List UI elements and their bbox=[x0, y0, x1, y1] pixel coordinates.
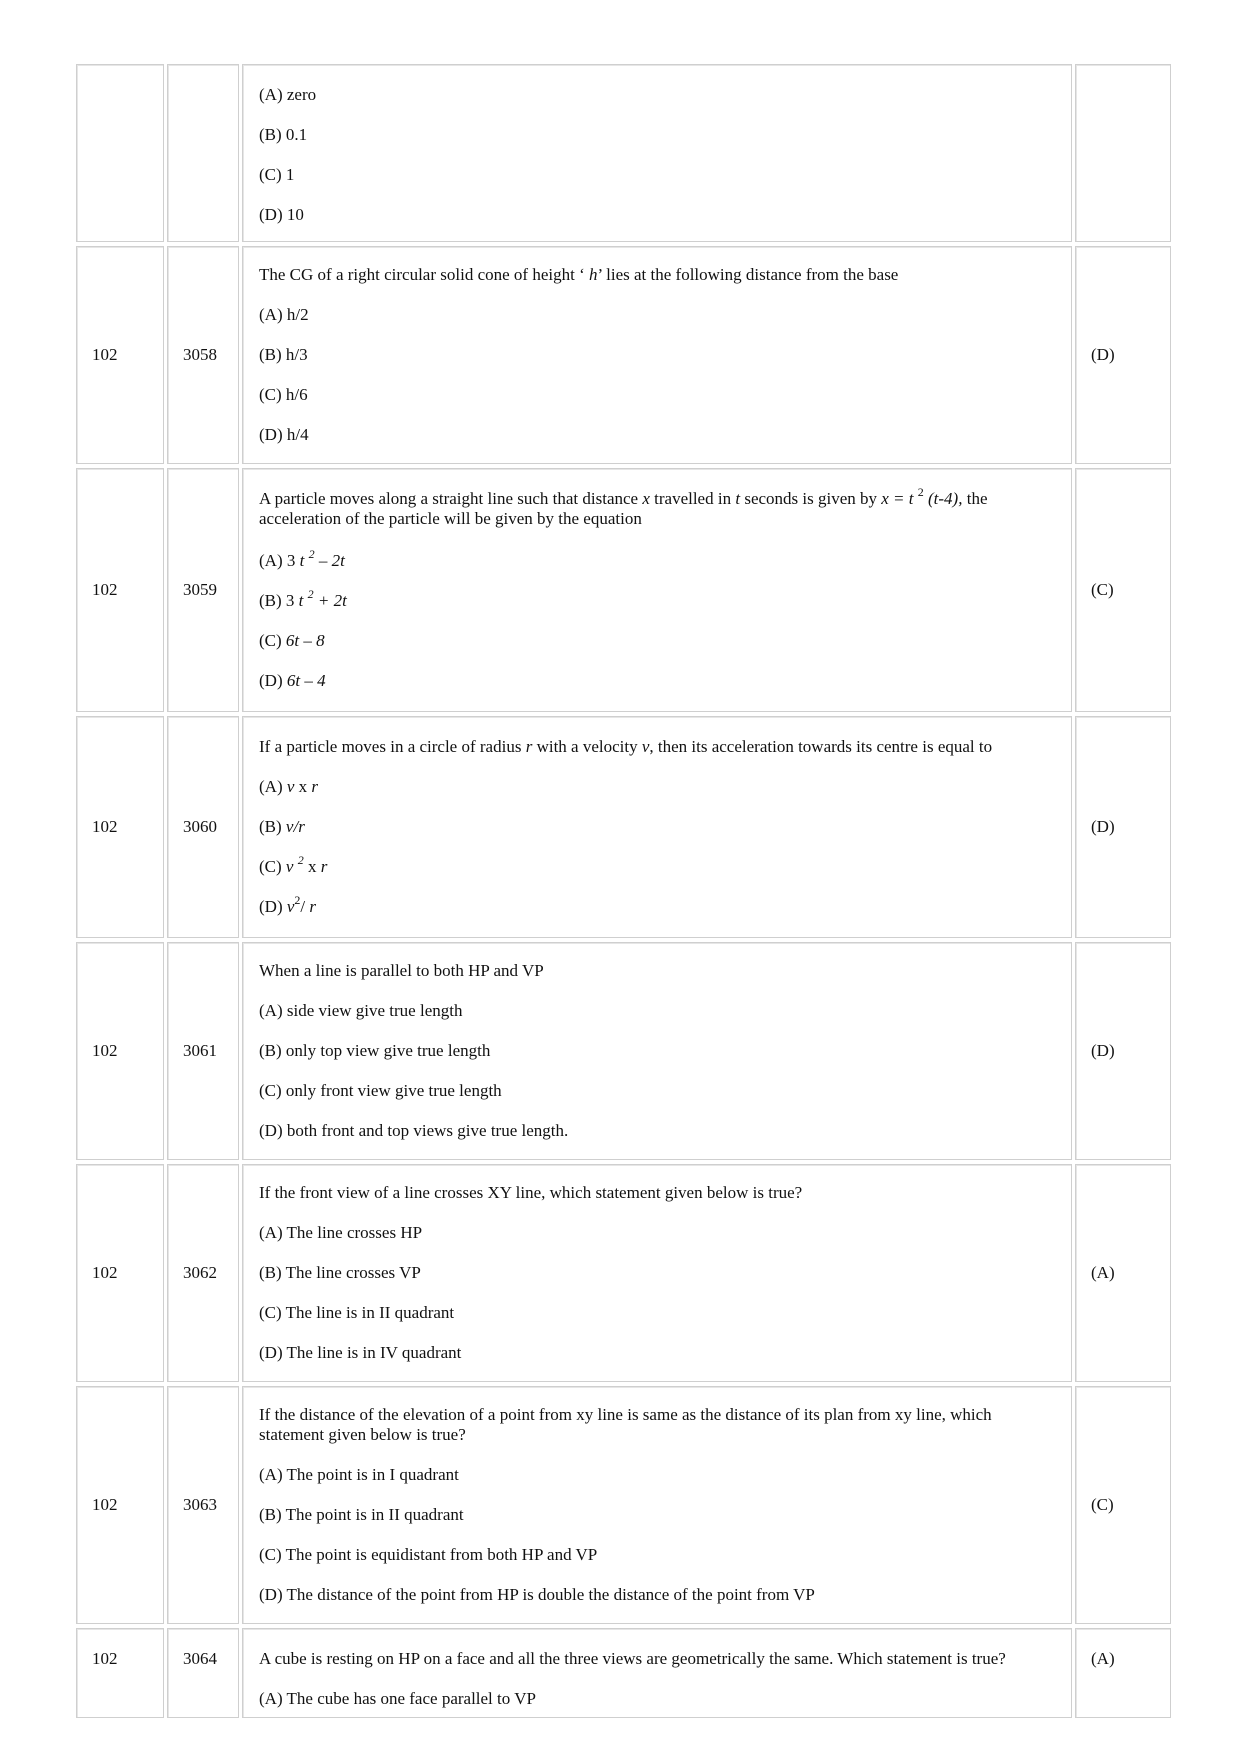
option: (C) h/6 bbox=[259, 385, 308, 404]
table-row bbox=[76, 64, 1171, 242]
option: (C) 6t – 8 bbox=[259, 631, 325, 650]
option: (D) The line is in IV quadrant bbox=[259, 1343, 462, 1362]
question-cell bbox=[242, 1628, 1072, 1718]
option: (D) h/4 bbox=[259, 425, 309, 444]
question-text: A particle moves along a straight line such that distance x travelled in t seconds is given by x = t $^2$ (t-4), the acceleration of the particle will be given by the equation bbox=[259, 485, 988, 528]
option: (B) 3 t $^2$ + 2t bbox=[259, 587, 347, 610]
option: (C) v $^2$ x r bbox=[259, 853, 328, 876]
table-row bbox=[76, 1164, 1171, 1382]
option: (D) both front and top views give true length. bbox=[259, 1121, 569, 1140]
option: (C) 1 bbox=[259, 165, 295, 184]
question-table bbox=[73, 60, 1174, 1722]
question-cell bbox=[242, 468, 1072, 712]
question-text: If a particle moves in a circle of radius r with a velocity v, then its acceleration towards its centre is equal to bbox=[259, 737, 993, 756]
option: (C) The point is equidistant from both HP and VP bbox=[259, 1545, 598, 1564]
option: (C) only front view give true length bbox=[259, 1081, 502, 1100]
answer-cell: (C) bbox=[1075, 1386, 1171, 1624]
option: (D) $v^2/$ r bbox=[259, 893, 317, 916]
option: (A) zero bbox=[259, 85, 317, 104]
option: (A) side view give true length bbox=[259, 1001, 463, 1020]
option: (B) only top view give true length bbox=[259, 1041, 491, 1060]
question-number-cell: 3060 bbox=[167, 716, 239, 938]
question-cell bbox=[242, 1386, 1072, 1624]
question-number-cell: 3059 bbox=[167, 468, 239, 712]
serial-cell: 102 bbox=[76, 1386, 164, 1624]
question-cell bbox=[242, 942, 1072, 1160]
table-row bbox=[76, 1628, 1171, 1718]
option: (B) h/3 bbox=[259, 345, 308, 364]
question-text: When a line is parallel to both HP and VP bbox=[259, 961, 544, 980]
question-text: The CG of a right circular solid cone of height ‘ h’ lies at the following distance from the base bbox=[259, 265, 899, 284]
serial-cell: 102 bbox=[76, 942, 164, 1160]
option: (C) The line is in II quadrant bbox=[259, 1303, 455, 1322]
question-number-cell: 3062 bbox=[167, 1164, 239, 1382]
option: (A) The point is in I quadrant bbox=[259, 1465, 459, 1484]
question-text: A cube is resting on HP on a face and all the three views are geometrically the same. Which statement is true? bbox=[259, 1649, 1006, 1668]
question-cell bbox=[242, 1164, 1072, 1382]
table-row bbox=[76, 468, 1171, 712]
option: (B) The point is in II quadrant bbox=[259, 1505, 464, 1524]
answer-cell: (C) bbox=[1075, 468, 1171, 712]
question-number-cell: 3061 bbox=[167, 942, 239, 1160]
option: (A) The line crosses HP bbox=[259, 1223, 423, 1242]
option: (D) The distance of the point from HP is double the distance of the point from VP bbox=[259, 1585, 815, 1604]
answer-cell: (A) bbox=[1075, 1164, 1171, 1382]
answer-cell: (D) bbox=[1075, 716, 1171, 938]
question-number-cell: 3063 bbox=[167, 1386, 239, 1624]
option: (B) 0.1 bbox=[259, 125, 308, 144]
answer-cell: (A) bbox=[1075, 1628, 1171, 1718]
question-cell bbox=[242, 716, 1072, 938]
table-row bbox=[76, 246, 1171, 464]
answer-cell: (D) bbox=[1075, 246, 1171, 464]
question-cell bbox=[242, 246, 1072, 464]
serial-cell: 102 bbox=[76, 468, 164, 712]
question-number-cell: 3058 bbox=[167, 246, 239, 464]
option: (A) 3 t $^2$ – 2t bbox=[259, 547, 345, 570]
serial-cell bbox=[76, 64, 164, 242]
option: (A) h/2 bbox=[259, 305, 309, 324]
option: (B) v/r bbox=[259, 817, 305, 836]
question-cell bbox=[242, 64, 1072, 242]
serial-cell: 102 bbox=[76, 1164, 164, 1382]
question-number-cell bbox=[167, 64, 239, 242]
option: (D) 10 bbox=[259, 205, 304, 224]
question-text: If the front view of a line crosses XY line, which statement given below is true? bbox=[259, 1183, 803, 1202]
option: (B) The line crosses VP bbox=[259, 1263, 421, 1282]
serial-cell: 102 bbox=[76, 246, 164, 464]
table-row bbox=[76, 716, 1171, 938]
option: (A) v x r bbox=[259, 777, 319, 796]
question-text: If the distance of the elevation of a point from xy line is same as the distance of its plan from xy line, which statement given below is true? bbox=[259, 1405, 992, 1444]
serial-cell: 102 bbox=[76, 716, 164, 938]
question-number-cell: 3064 bbox=[167, 1628, 239, 1718]
table-row bbox=[76, 942, 1171, 1160]
option: (D) 6t – 4 bbox=[259, 671, 326, 690]
table-row bbox=[76, 1386, 1171, 1624]
answer-cell: (D) bbox=[1075, 942, 1171, 1160]
answer-cell bbox=[1075, 64, 1171, 242]
serial-cell: 102 bbox=[76, 1628, 164, 1718]
option: (A) The cube has one face parallel to VP bbox=[259, 1689, 536, 1708]
